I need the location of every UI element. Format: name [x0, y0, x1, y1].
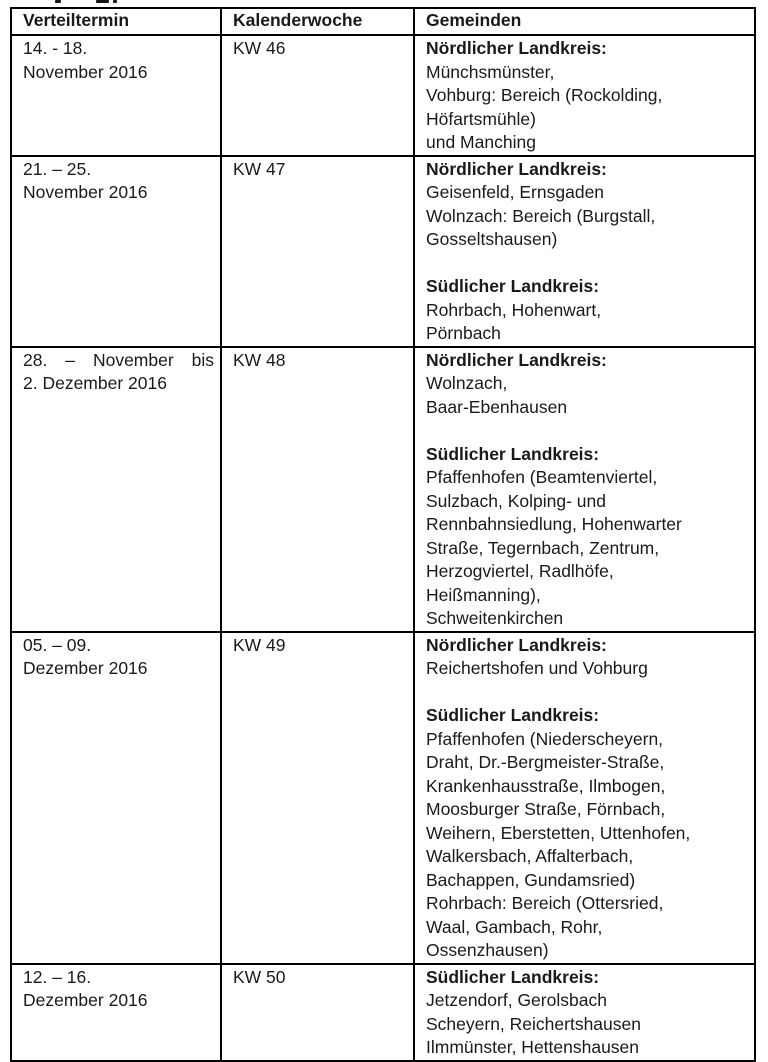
date-line: 14. - 18.: [23, 38, 88, 58]
distribution-schedule-table: [10, 7, 756, 1062]
date-line: November 2016: [23, 61, 148, 82]
gemeinden-line: Weihern, Eberstetten, Uttenhofen,: [426, 822, 691, 843]
gemeinden-line: Heißmanning),: [426, 584, 541, 605]
gemeinden-cell: [414, 964, 755, 1061]
gemeinden-line: Pörnbach: [426, 323, 501, 343]
gemeinden-line: Geisenfeld, Ernsgaden: [426, 182, 605, 202]
region-heading: Nördlicher Landkreis:: [426, 634, 607, 655]
calendar-week-label: KW 47: [233, 158, 286, 179]
gemeinden-line: Draht, Dr.-Bergmeister-Straße,: [426, 752, 665, 772]
gemeinden-line: Pfaffenhofen (Niederscheyern,: [426, 728, 664, 749]
cropped-glyph-mark: [113, 0, 117, 3]
calendar-week-label: KW 46: [233, 38, 286, 58]
gemeinden-cell: [414, 632, 755, 964]
gemeinden-line: Reichertshofen und Vohburg: [426, 658, 648, 678]
calendar-week-label: KW 48: [233, 349, 286, 370]
verteiltermin-cell: [11, 964, 221, 1061]
gemeinden-line: Baar-Ebenhausen: [426, 396, 568, 417]
date-line: 2. Dezember 2016: [23, 373, 167, 393]
gemeinden-line: Sulzbach, Kolping- und: [426, 490, 606, 511]
gemeinden-cell: [414, 347, 755, 632]
date-line: 12. – 16.: [23, 966, 92, 987]
cropped-glyph-mark: [96, 0, 109, 3]
kalenderwoche-cell: [221, 156, 414, 347]
date-line: 28. – November bis: [23, 349, 214, 370]
gemeinden-cell: [414, 35, 755, 156]
gemeinden-line: Wolnzach,: [426, 373, 508, 393]
gemeinden-line: Straße, Tegernbach, Zentrum,: [426, 537, 660, 558]
region-heading: Nördlicher Landkreis:: [426, 158, 607, 179]
calendar-week-label: KW 50: [233, 966, 286, 987]
gemeinden-line: Schweitenkirchen: [426, 608, 564, 628]
gemeinden-line: Gosseltshausen): [426, 229, 558, 249]
gemeinden-line: Ossenzhausen): [426, 940, 549, 960]
gemeinden-line: Krankenhausstraße, Ilmbogen,: [426, 775, 666, 796]
blank-line: [426, 252, 748, 276]
date-line: November 2016: [23, 182, 148, 202]
region-heading: Nördlicher Landkreis:: [426, 38, 607, 58]
date-line: Dezember 2016: [23, 990, 148, 1010]
cropped-glyph-mark: [55, 0, 61, 3]
gemeinden-line: Wolnzach: Bereich (Burgstall,: [426, 205, 656, 226]
kalenderwoche-cell: [221, 347, 414, 632]
gemeinden-line: Rohrbach, Hohenwart,: [426, 299, 602, 320]
region-heading: Südlicher Landkreis:: [426, 276, 600, 296]
date-line: Dezember 2016: [23, 658, 148, 678]
gemeinden-line: Waal, Gambach, Rohr,: [426, 916, 603, 937]
table-row: [11, 347, 755, 632]
date-line: 05. – 09.: [23, 634, 92, 655]
kalenderwoche-cell: [221, 632, 414, 964]
column-header-gemeinden: Gemeinden: [414, 8, 755, 35]
gemeinden-line: und Manching: [426, 132, 536, 152]
gemeinden-line: Moosburger Straße, Förnbach,: [426, 799, 666, 819]
region-heading: Südlicher Landkreis:: [426, 966, 600, 987]
gemeinden-line: Rohrbach: Bereich (Ottersried,: [426, 893, 664, 913]
table-row: [11, 964, 755, 1061]
date-line: 21. – 25.: [23, 158, 92, 179]
gemeinden-line: Münchsmünster,: [426, 61, 555, 82]
gemeinden-line: Herzogviertel, Radlhöfe,: [426, 561, 614, 581]
table-header-row: [11, 8, 755, 35]
gemeinden-line: Vohburg: Bereich (Rockolding,: [426, 85, 663, 105]
blank-line: [426, 419, 748, 443]
gemeinden-line: Ilmmünster, Hettenshausen: [426, 1037, 640, 1057]
table-row: [11, 156, 755, 347]
gemeinden-line: Rennbahnsiedlung, Hohenwarter: [426, 514, 682, 534]
verteiltermin-cell: [11, 347, 221, 632]
verteiltermin-cell: [11, 632, 221, 964]
verteiltermin-cell: [11, 156, 221, 347]
blank-line: [426, 681, 748, 705]
gemeinden-line: Höfartsmühle): [426, 108, 536, 129]
calendar-week-label: KW 49: [233, 634, 286, 655]
gemeinden-line: Bachappen, Gundamsried): [426, 869, 636, 890]
gemeinden-cell: [414, 156, 755, 347]
gemeinden-line: Scheyern, Reichertshausen: [426, 1013, 641, 1034]
gemeinden-line: Jetzendorf, Gerolsbach: [426, 990, 607, 1010]
table-row: [11, 632, 755, 964]
kalenderwoche-cell: [221, 35, 414, 156]
column-header-kalenderwoche: Kalenderwoche: [221, 8, 414, 35]
gemeinden-line: Pfaffenhofen (Beamtenviertel,: [426, 467, 658, 487]
column-header-verteiltermin: Verteiltermin: [11, 8, 221, 35]
table-row: [11, 35, 755, 156]
region-heading: Südlicher Landkreis:: [426, 443, 600, 464]
region-heading: Südlicher Landkreis:: [426, 705, 600, 725]
gemeinden-line: Walkersbach, Affalterbach,: [426, 846, 634, 866]
region-heading: Nördlicher Landkreis:: [426, 349, 607, 370]
kalenderwoche-cell: [221, 964, 414, 1061]
verteiltermin-cell: [11, 35, 221, 156]
